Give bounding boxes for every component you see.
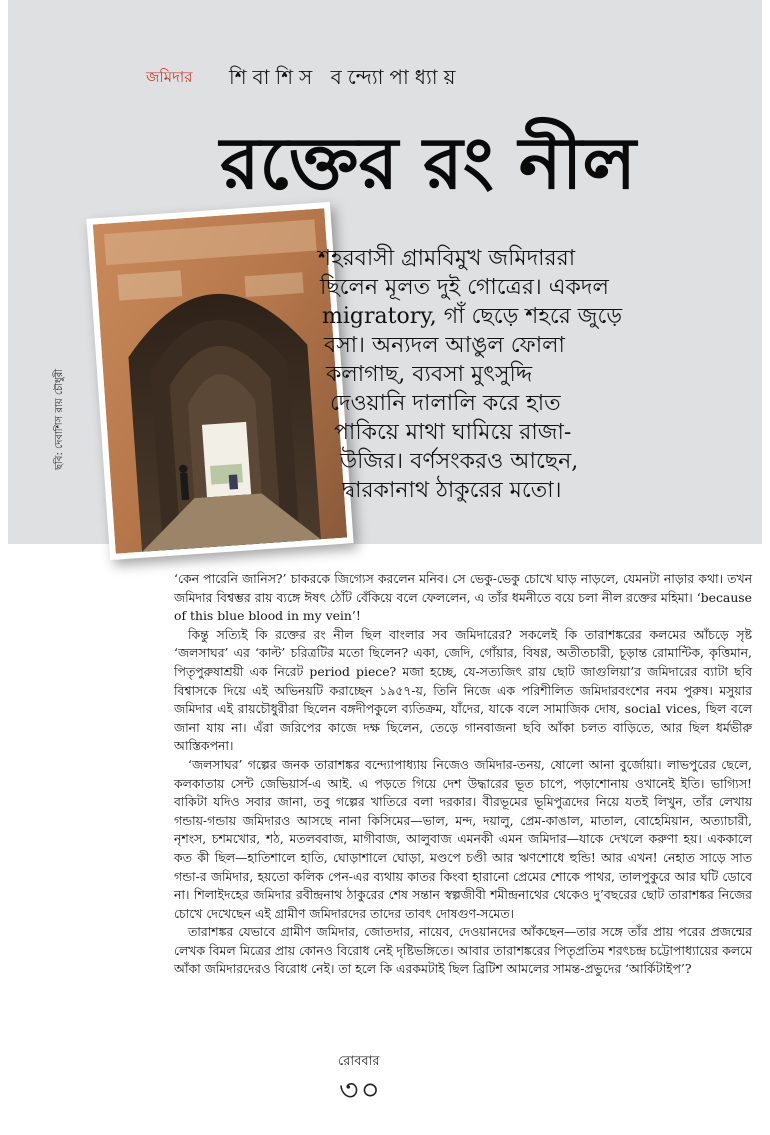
magazine-name: রোববার (338, 1054, 380, 1069)
body-paragraph: কিন্তু সত্যিই কি রক্তের রং নীল ছিল বাংলার সব জমিদারের? সকলেই কি তারাশঙ্করের কলমের আঁচড়ে সৃষ্ট ‘জলসাঘর’ এর ‘কাল্ট’ চরিত্রটির মতো ছিলেন? একা, জেদি, গোঁয়ার, বিষণ্ণ, অতীতচারী, চূড়ান্ত রোমান্টিক, কৃত্তিমান, পিতৃপুরুষাশ্রয়ী এক নিরেট period piece? মজা হচ্ছে, যে-সত্যজিৎ রায় ছোট জাগুলিয়া’র জমিদারের ব্যাটা ছবি বিশ্বাসকে দিয়ে এই অভিনয়টি করাচ্ছেন ১৯৫৭-য়, তিনি নিজে এক পরিশীলিত জমিদারবংশের নবম পুরুষ। মসুয়ার জমিদার এই রায়চৌধুরীরা ছিলেন বঙ্গদীপকুলে ব্যতিক্রম, যাঁদের, যাকে বলে সামাজিক দোষ, social vices, ছিল বলে জানা যায় না। এঁরা জরিপের কাজে দক্ষ ছিলেন, তেড়ে গানবাজনা ছবি আঁকা চলত বাড়িতে, আর ছিল ধর্মভীরু আস্তিকপনা। (174, 626, 752, 754)
article-body (174, 570, 752, 979)
article-title: রক্তের রং নীল (220, 120, 637, 205)
photo-credit: ছবি: দেবাশিস রায় চৌধুরী (54, 368, 65, 470)
body-paragraph: ‘জলসাঘর’ গল্পের জনক তারাশঙ্কর বন্দ্যোপাধ্যায় নিজেও জমিদার-তনয়, ষোলো আনা বুর্জোয়া। লাভপুরের ছেলে, কলকাতায় সেন্ট জেভিয়ার্স-এ আই. এ পড়তে গিয়ে দেশ উদ্ধারের ভূত চাপে, পড়াশোনায় ওখানেই ইতি। ভাগ্যিস! বাকিটা যদিও সবার জানা, তবু গল্পের খাতিরে বলা দরকার। বীরভূমের ভূমিপুত্রদের নিয়ে যতই লিখুন, তাঁর লেখায় গন্ডায়-গন্ডায় জমিদারও আসছে নানা কিসিমের—ভাল, মন্দ, দয়ালু, প্রেম-কাঙাল, মাতাল, বোহেমিয়ান, অত্যাচারী, নৃশংস, চশমখোর, শঠ, মতলববাজ, মাগীবাজ, আলুবাজ এমনকী এমন জমিদার—যাকে দেখলে করুণা হয়। এককালে কত কী ছিল—হাতিশালে হাতি, ঘোড়াশালে ঘোড়া, মণ্ডপে চণ্ডী আর ঋণশোধে হুন্ডি! আর এখন! নেহাত সাড়ে সাত গন্ডা-র জমিদার, হয়তো কলিক পেন-এর ব্যথায় কাতর কিংবা হারানো প্রেমের শোকে পাথর, তালপুকুরে আর ঘটি ডোবে না। শিলাইদহের জমিদার রবীন্দ্রনাথ ঠাকুরের শেষ সন্তান স্বল্পজীবী শমীন্দ্রনাথের থেকেও দু’বছরের ছোট তারাশঙ্কর নিজের চোখে দেখেছেন এই গ্রামীণ জমিদারদের তাদের তাবৎ দোষগুণ-সমেত। (174, 756, 752, 921)
intro-line: ছিলেন মূলত দুই গোত্রের। একদল (320, 275, 609, 300)
intro-line: উজির। বর্ণসংকরও আছেন, (340, 449, 579, 474)
intro-line: পাকিয়ে মাথা ঘামিয়ে রাজা- (334, 420, 572, 445)
intro-line: কলাগাছ, ব্যবসা মুৎসুদ্দি (326, 362, 533, 387)
body-paragraph: তারাশঙ্কর যেভাবে গ্রামীণ জমিদার, জোতদার, নায়েব, দেওয়ানদের আঁকছেন—তার সঙ্গে তাঁর প্রায় পরের প্রজন্মের লেখক বিমল মিত্রের প্রায় কোনও বিরোধ নেই দৃষ্টিভঙ্গিতে। আবার তারাশঙ্করের পিতৃপ্রতিম শরৎচন্দ্র চট্টোপাধ্যায়ের কলমে আঁকা জমিদারদেরও বিরোধ নেই। তা হলে কি এরকমটাই ছিল ব্রিটিশ আমলের সামন্ত-প্রভুদের ‘আর্কিটাইপ’? (174, 924, 752, 977)
intro-line: দ্বারকানাথ ঠাকুরের মতো। (342, 478, 562, 503)
article-photo (86, 202, 353, 560)
intro-paragraph (318, 244, 748, 505)
body-paragraph: ‘কেন পারেনি জানিস?’ চাকরকে জিগ্যেস করলেন মনিব। সে ভেকু-ভেকু চোখে ঘাড় নাড়লে, যেমনটা নাড়ার কথা। তখন জমিদার বিশ্বম্ভর রায় ব্যঙ্গে ঈষৎ ঠোঁট বেঁকিয়ে বলে ফেললেন, এ তাঁর ধমনীতে বয়ে চলা নীল রক্তের মহিমা। ‘because of this blue blood in my vein’! (174, 571, 752, 624)
page-number: ৩০ (339, 1073, 383, 1108)
intro-line: শহরবাসী গ্রামবিমুখ জমিদাররা (318, 246, 576, 271)
intro-line: বসা। অন্যদল আঙুল ফোলা (324, 333, 565, 358)
author-name: শিবাশিস বন্দ্যোপাধ্যায় (229, 65, 462, 89)
intro-line: migratory, গাঁ ছেড়ে শহরে জুড়ে (322, 304, 623, 329)
intro-line: দেওয়ানি দালালি করে হাত (330, 391, 561, 416)
archway-photo-illustration (93, 208, 347, 553)
section-label: জমিদার (146, 68, 193, 86)
